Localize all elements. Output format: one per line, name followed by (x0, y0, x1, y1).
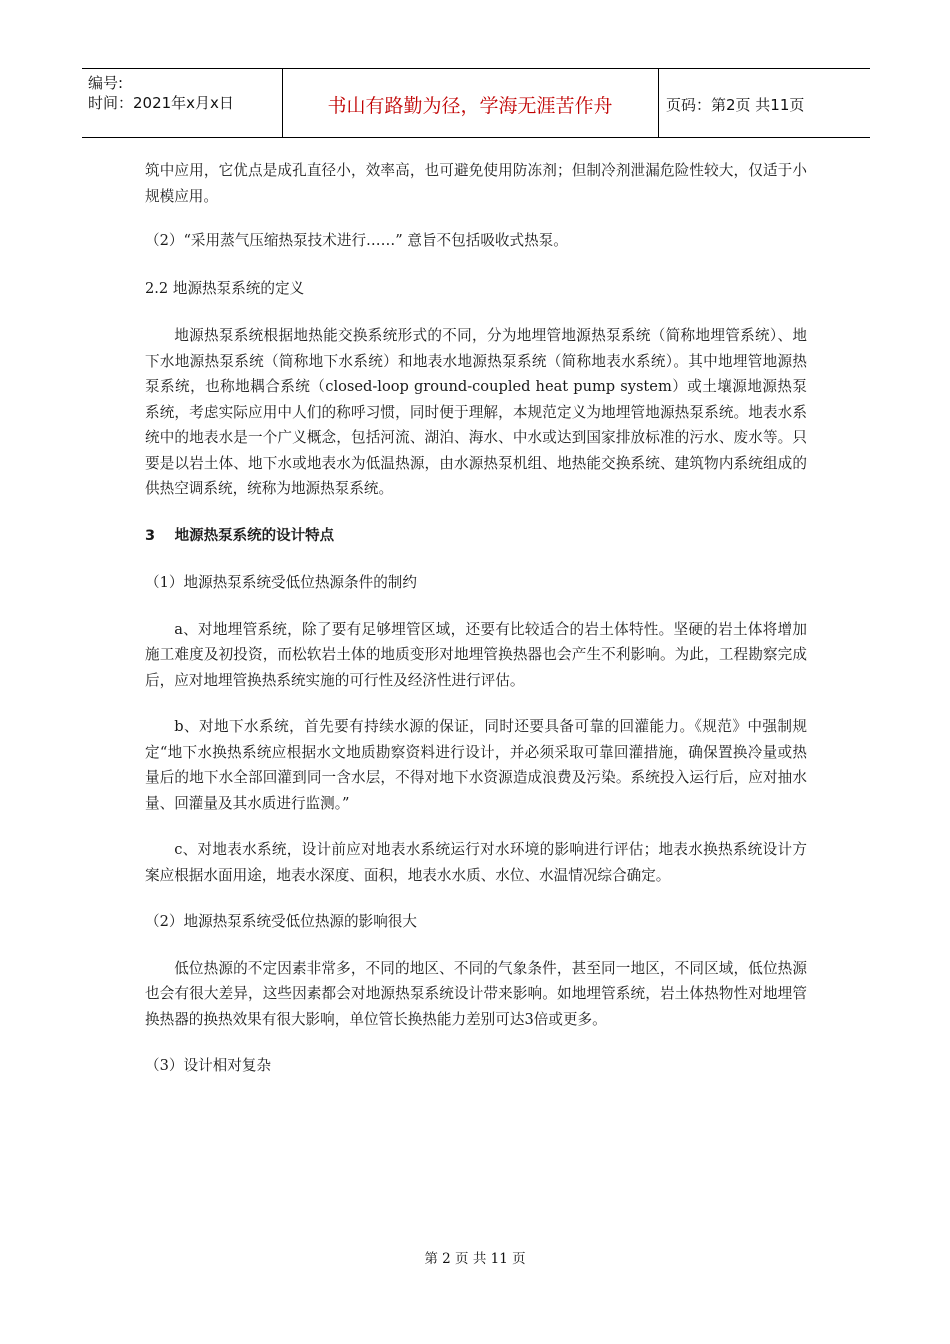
header-page-info: 页码：第2页 共11页 (666, 96, 805, 114)
paragraph-continued: 筑中应用，它优点是成孔直径小，效率高，也可避免使用防冻剂；但制冷剂泄漏危险性较大，仅适于小规模应用。 (145, 162, 807, 205)
header-page-cell (658, 69, 870, 137)
document-body (145, 158, 807, 1079)
paragraph-low-heat-source: 低位热源的不定因素非常多，不同的地区、不同的气象条件，甚至同一地区，不同区域，低位热源也会有很大差异，这些因素都会对地源热泵系统设计带来影响。如地埋管系统，岩土体热物性对地埋管换热器的换热效果有很大影响，单位管长换热能力差别可达3倍或更多。 (145, 959, 807, 1028)
document-number-label: 编号: (88, 74, 124, 92)
subheading-constraint: （1）地源热泵系统受低位热源条件的制约 (145, 574, 417, 591)
header-meta-cell (82, 69, 283, 137)
paragraph-item-a: a、对地埋管系统，除了要有足够埋管区域，还要有比较适合的岩土体特性。坚硬的岩土体将增加施工难度及初投资，而松软岩土体的地质变形对地埋管换热器也会产生不利影响。为此，工程勘察完成后，应对地埋管换热系统实施的可行性及经济性进行评估。 (145, 620, 807, 689)
paragraph-definition: 地源热泵系统根据地热能交换系统形式的不同，分为地埋管地源热泵系统（简称地埋管系统）、地下水地源热泵系统（简称地下水系统）和地表水地源热泵系统（简称地表水系统）。其中地埋管地源热泵系统，也称地耦合系统（closed-loop ground-coupled heat pump system）或土壤源地源热泵系统，考虑实际应用中人们的称呼习惯，同时便于理解，本规范定义为地埋管地源热泵系统。地表水系统中的地表水是一个广义概念，包括河流、湖泊、海水、中水或达到国家排放标准的污水、废水等。只要是以岩土体、地下水或地表水为低温热源，由水源热泵机组、地热能交换系统、建筑物内系统组成的供热空调系统，统称为地源热泵系统。 (145, 327, 807, 497)
paragraph-note-2: （2）“采用蒸气压缩热泵技术进行……” 意旨不包括吸收式热泵。 (145, 232, 568, 249)
section-heading-2-2: 2.2 地源热泵系统的定义 (145, 279, 305, 297)
page-header (82, 68, 870, 138)
subheading-complexity: （3）设计相对复杂 (145, 1057, 272, 1074)
page-footer: 第 2 页 共 11 页 (424, 1251, 526, 1267)
paragraph-item-c: c、对地表水系统，设计前应对地表水系统运行对水环境的影响进行评估；地表水换热系统设计方案应根据水面用途，地表水深度、面积，地表水水质、水位、水温情况综合确定。 (145, 841, 807, 884)
subheading-influence: （2）地源热泵系统受低位热源的影响很大 (145, 913, 417, 930)
header-motto-cell (282, 69, 659, 137)
paragraph-item-b: b、对地下水系统，首先要有持续水源的保证，同时还要具备可靠的回灌能力。《规范》中强制规定“地下水换热系统应根据水文地质勘察资料进行设计，并必须采取可靠回灌措施，确保置换冷量或热量后的地下水全部回灌到同一含水层，不得对地下水资源造成浪费及污染。系统投入运行后，应对抽水量、回灌量及其水质进行监测。” (145, 718, 807, 812)
section-heading-3: 3 地源热泵系统的设计特点 (145, 527, 335, 544)
document-date-label: 时间：2021年x月x日 (88, 94, 234, 112)
header-motto: 书山有路勤为径，学海无涯苦作舟 (327, 95, 613, 117)
